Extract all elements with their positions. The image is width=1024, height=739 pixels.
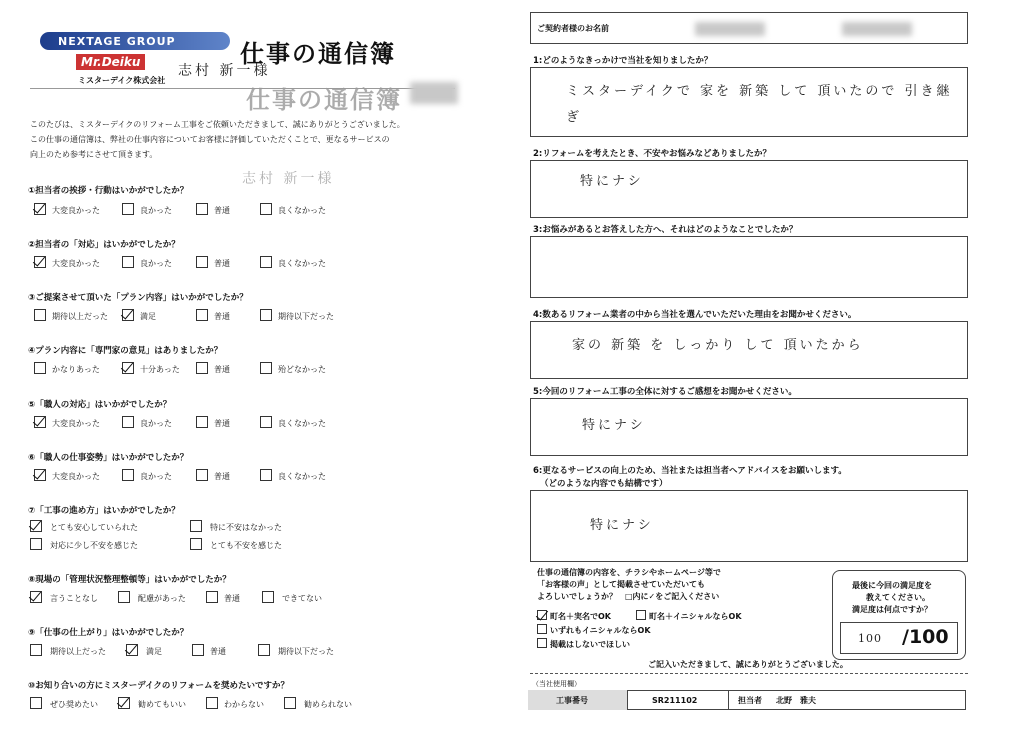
answer-6-handwritten: 特にナシ — [590, 518, 654, 533]
question-5: ⑤「職人の対応」はいかがでしたか？ — [28, 400, 172, 410]
q4-checkbox-4[interactable] — [260, 362, 272, 374]
q5-checkbox-3[interactable] — [196, 416, 208, 428]
survey-question-4: 4:数あるリフォーム業者の中から当社を選んでいただいた理由をお聞かせください。 — [533, 310, 857, 320]
q3-option-4: 期待以下だった — [278, 312, 334, 321]
q1-checkbox-1[interactable] — [34, 203, 46, 215]
customer-name-shadow: 志村 新一様 — [242, 171, 335, 187]
score-max: /100 — [902, 626, 949, 648]
q6-option-4: 良くなかった — [278, 472, 326, 481]
q5-option-1: 大変良かった — [52, 419, 100, 428]
q7-checkbox-2[interactable] — [190, 520, 202, 532]
q10-option-3: わからない — [224, 700, 264, 709]
question-10: ⑩お知り合いの方にミスターデイクのリフォームを奨めたいですか？ — [28, 681, 290, 691]
intro-line-2: この仕事の通信簿は、弊社の仕事内容についてお客様に評価していただくことで、更なるサービスの — [30, 135, 390, 144]
q8-checkbox-4[interactable] — [262, 591, 274, 603]
document-title-shadow: 仕事の通信簿 — [246, 86, 402, 114]
answer-1-handwritten: ミスターデイクで 家を 新築 して 頂いたので 引き継ぎ — [566, 84, 953, 125]
q7-option-4: とても不安を感じた — [210, 541, 282, 550]
score-handwritten: 100 — [858, 632, 882, 645]
q4-option-2: 十分あった — [140, 365, 180, 374]
q3-option-1: 期待以上だった — [52, 312, 108, 321]
satisfaction-text-1: 最後に今回の満足度を — [852, 581, 932, 590]
q10-checkbox-2[interactable] — [118, 697, 130, 709]
office-no: SR211102 — [652, 696, 698, 705]
q8-option-4: できてない — [282, 594, 322, 603]
question-7: ⑦「工事の進め方」はいかがでしたか？ — [28, 506, 180, 516]
satisfaction-text-2: 教えてください。 — [866, 593, 930, 602]
publish-checkbox-3[interactable] — [537, 624, 547, 634]
q7-checkbox-3[interactable] — [30, 538, 42, 550]
answer-5-handwritten: 特にナシ — [582, 418, 646, 433]
question-9: ⑨「仕事の仕上がり」はいかがでしたか？ — [28, 628, 189, 638]
q1-option-4: 良くなかった — [278, 206, 326, 215]
customer-name-redacted-1 — [695, 22, 765, 36]
q5-checkbox-1[interactable] — [34, 416, 46, 428]
office-use-label: （当社使用欄） — [532, 680, 581, 688]
question-3: ③ご提案させて頂いた「プラン内容」はいかがでしたか？ — [28, 293, 248, 303]
q7-checkbox-1[interactable] — [30, 520, 42, 532]
survey-question-2: 2:リフォームを考えたとき、不安やお悩みなどありましたか？ — [533, 149, 772, 159]
publish-option-4: 掲載はしないでほしい — [550, 640, 630, 649]
nextage-logo: NEXTAGE GROUP — [40, 32, 230, 50]
q7-option-1: とても安心していられた — [50, 523, 138, 532]
q2-option-2: 良かった — [140, 259, 172, 268]
answer-2-handwritten: 特にナシ — [580, 174, 644, 189]
q5-checkbox-2[interactable] — [122, 416, 134, 428]
q3-checkbox-2[interactable] — [122, 309, 134, 321]
q3-checkbox-4[interactable] — [260, 309, 272, 321]
q6-option-3: 普通 — [214, 472, 230, 481]
survey-question-1: 1:どのようなきっかけで当社を知りましたか？ — [533, 56, 713, 66]
q10-checkbox-4[interactable] — [284, 697, 296, 709]
customer-name-label: ご契約者様のお名前 — [537, 24, 609, 33]
q10-option-2: 勧めてもいい — [138, 700, 186, 709]
q4-option-1: かなりあった — [52, 365, 100, 374]
q9-option-1: 期待以上だった — [50, 647, 106, 656]
question-1: ①担当者の挨拶・行動はいかがでしたか？ — [28, 186, 189, 196]
intro-line-1: このたびは、ミスターデイクのリフォーム工事をご依頼いただきまして、誠にありがとうございました。 — [30, 120, 405, 129]
q3-checkbox-1[interactable] — [34, 309, 46, 321]
q2-checkbox-2[interactable] — [122, 256, 134, 268]
q10-checkbox-3[interactable] — [206, 697, 218, 709]
survey-question-6-note: （どのような内容でも結構です） — [540, 479, 668, 489]
question-6: ⑥「職人の仕事姿勢」はいかがでしたか？ — [28, 453, 189, 463]
q6-option-2: 良かった — [140, 472, 172, 481]
q9-checkbox-3[interactable] — [192, 644, 204, 656]
q3-checkbox-3[interactable] — [196, 309, 208, 321]
thanks-text: ご記入いただきまして、誠にありがとうございました。 — [648, 660, 848, 669]
q10-checkbox-1[interactable] — [30, 697, 42, 709]
answer-box-2 — [530, 160, 968, 218]
redacted-block — [410, 82, 458, 104]
header-rule — [30, 88, 455, 89]
customer-name-redacted-2 — [842, 22, 912, 36]
question-8: ⑧現場の「管理状況整理整頓等」はいかがでしたか？ — [28, 575, 231, 585]
q6-checkbox-4[interactable] — [260, 469, 272, 481]
q8-option-2: 配慮があった — [138, 594, 186, 603]
q8-checkbox-1[interactable] — [30, 591, 42, 603]
document-title: 仕事の通信簿 — [240, 40, 396, 68]
q1-option-3: 普通 — [214, 206, 230, 215]
question-4: ④プラン内容に「専門家の意見」はありましたか？ — [28, 346, 223, 356]
q5-checkbox-4[interactable] — [260, 416, 272, 428]
q7-option-2: 特に不安はなかった — [210, 523, 282, 532]
q4-checkbox-2[interactable] — [122, 362, 134, 374]
survey-question-6: 6:更なるサービスの向上のため、当社または担当者へアドバイスをお願いします。 — [533, 466, 847, 476]
survey-question-3: 3:お悩みがあるとお答えした方へ、それはどのようなことでしたか？ — [533, 225, 798, 235]
q7-checkbox-4[interactable] — [190, 538, 202, 550]
q1-checkbox-2[interactable] — [122, 203, 134, 215]
answer-box-3 — [530, 236, 968, 298]
office-staff: 北野 雅夫 — [776, 696, 816, 705]
q4-option-3: 普通 — [214, 365, 230, 374]
publish-text-2: 「お客様の声」として掲載させていただいても — [537, 580, 705, 589]
publish-text-1: 仕事の通信簿の内容を、チラシやホームページ等で — [537, 568, 721, 577]
office-divider — [728, 690, 729, 710]
customer-name-handwritten: 志村 新一様 — [178, 63, 271, 79]
q2-option-3: 普通 — [214, 259, 230, 268]
office-no-label: 工事番号 — [556, 696, 588, 705]
q2-checkbox-4[interactable] — [260, 256, 272, 268]
q6-checkbox-2[interactable] — [122, 469, 134, 481]
q6-option-1: 大変良かった — [52, 472, 100, 481]
q9-option-3: 普通 — [210, 647, 226, 656]
publish-option-3: いずれもイニシャルならOK — [550, 626, 651, 635]
publish-checkbox-2[interactable] — [636, 610, 646, 620]
q4-checkbox-3[interactable] — [196, 362, 208, 374]
company-name: ミスターデイク株式会社 — [78, 76, 166, 85]
q2-checkbox-3[interactable] — [196, 256, 208, 268]
q9-option-2: 満足 — [146, 647, 162, 656]
publish-option-2: 町名＋イニシャルならOK — [649, 612, 742, 621]
survey-question-5: 5:今回のリフォーム工事の全体に対するご感想をお聞かせください。 — [533, 387, 797, 397]
q5-option-4: 良くなかった — [278, 419, 326, 428]
q1-option-1: 大変良かった — [52, 206, 100, 215]
answer-4-handwritten: 家の 新築 を しっかり して 頂いたから — [572, 338, 864, 353]
intro-line-3: 向上のため参考にさせて頂きます。 — [30, 150, 158, 159]
q7-option-3: 対応に少し不安を感じた — [50, 541, 138, 550]
q9-checkbox-4[interactable] — [258, 644, 270, 656]
q4-checkbox-1[interactable] — [34, 362, 46, 374]
q9-option-4: 期待以下だった — [278, 647, 334, 656]
q5-option-2: 良かった — [140, 419, 172, 428]
q1-checkbox-3[interactable] — [196, 203, 208, 215]
q2-option-4: 良くなかった — [278, 259, 326, 268]
q1-option-2: 良かった — [140, 206, 172, 215]
q5-option-3: 普通 — [214, 419, 230, 428]
q8-option-3: 普通 — [224, 594, 240, 603]
mrdeiku-logo: Mr.Deiku — [76, 54, 145, 70]
q9-checkbox-1[interactable] — [30, 644, 42, 656]
q10-option-4: 勧められない — [304, 700, 352, 709]
publish-checkbox-1[interactable] — [537, 610, 547, 620]
question-2: ②担当者の「対応」はいかがでしたか？ — [28, 240, 180, 250]
q8-checkbox-2[interactable] — [118, 591, 130, 603]
q6-checkbox-3[interactable] — [196, 469, 208, 481]
q2-option-1: 大変良かった — [52, 259, 100, 268]
q4-option-4: 殆どなかった — [278, 365, 326, 374]
office-staff-label: 担当者 — [738, 696, 762, 705]
satisfaction-text-3: 満足度は何点ですか？ — [852, 605, 932, 614]
q2-checkbox-1[interactable] — [34, 256, 46, 268]
q9-checkbox-2[interactable] — [126, 644, 138, 656]
q8-checkbox-3[interactable] — [206, 591, 218, 603]
q3-option-2: 満足 — [140, 312, 156, 321]
q1-checkbox-4[interactable] — [260, 203, 272, 215]
thanks-rule — [530, 673, 968, 674]
publish-checkbox-4[interactable] — [537, 638, 547, 648]
q10-option-1: ぜひ奨めたい — [50, 700, 98, 709]
q6-checkbox-1[interactable] — [34, 469, 46, 481]
publish-option-1: 町名＋実名でOK — [550, 612, 611, 621]
q3-option-3: 普通 — [214, 312, 230, 321]
publish-text-3: よろしいでしょうか？ □内に✓をご記入ください — [537, 592, 720, 601]
q8-option-1: 言うことなし — [50, 594, 98, 603]
